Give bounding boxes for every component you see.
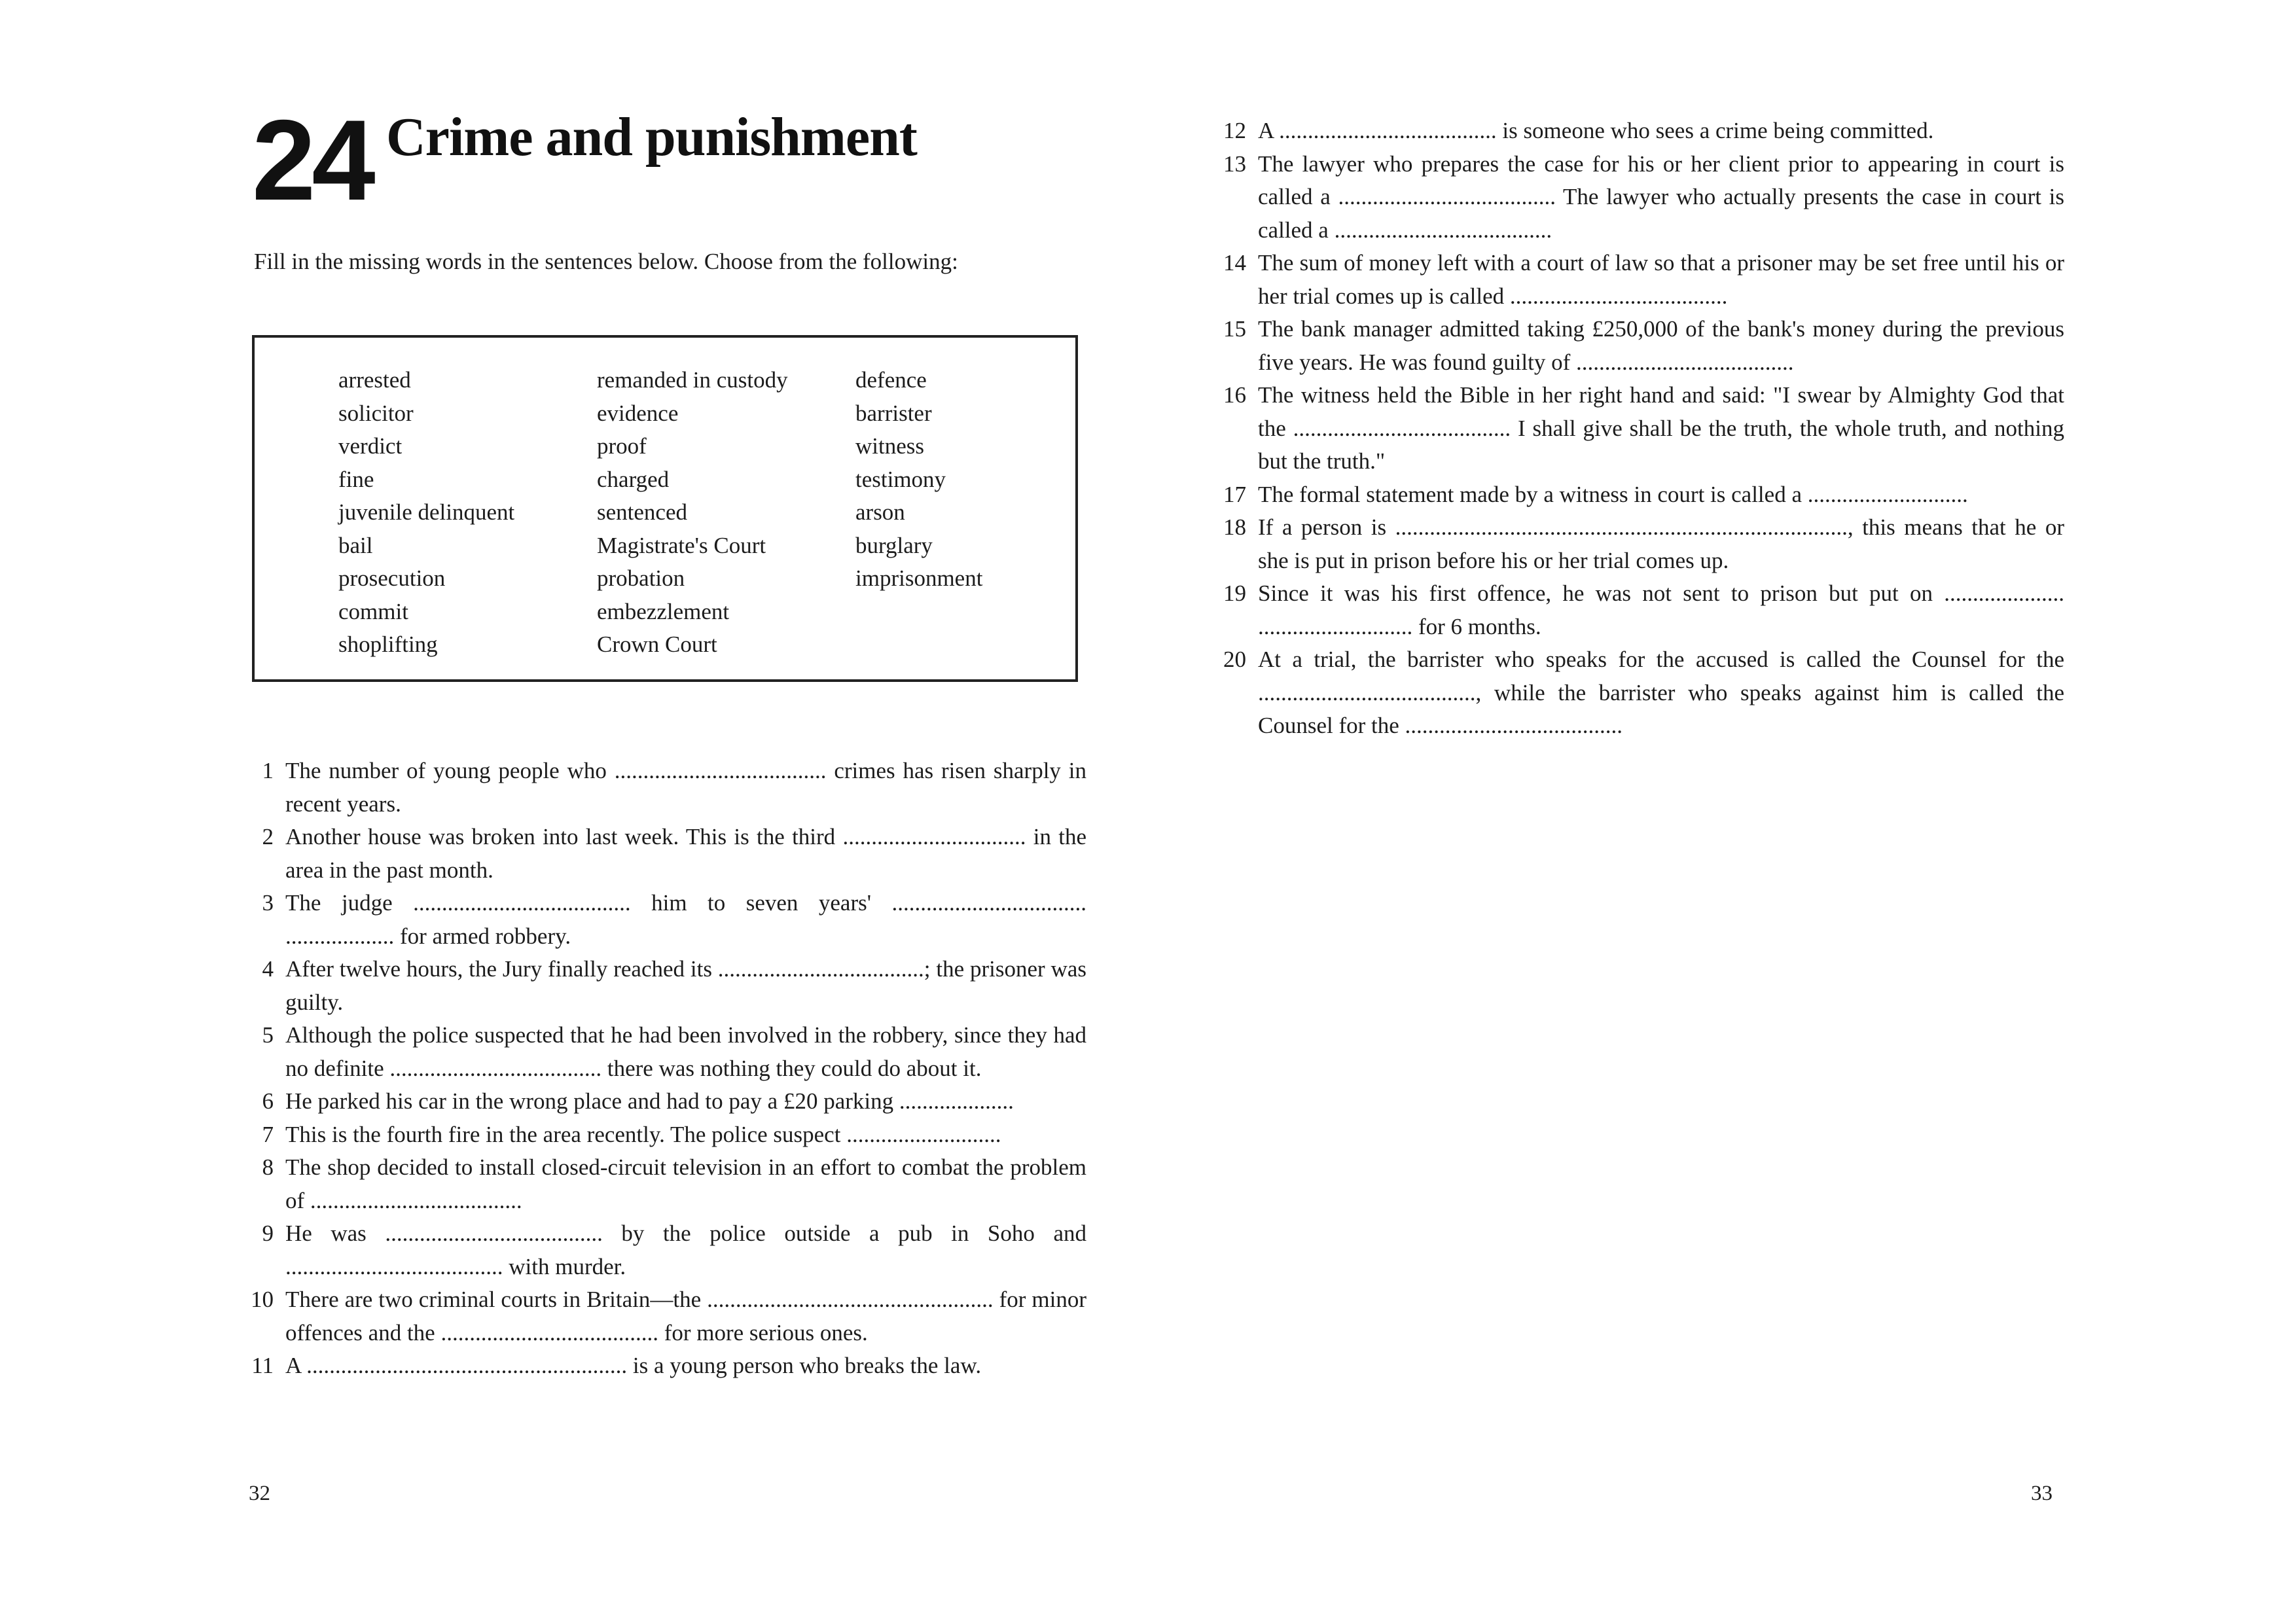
exercise-number: 18 (1223, 514, 1246, 540)
exercise-number: 14 (1223, 250, 1246, 276)
word-column-3 (855, 364, 982, 596)
exercise-item (241, 1019, 1086, 1085)
exercise-item (241, 821, 1086, 887)
exercise-number: 5 (262, 1022, 274, 1048)
word-column-2 (597, 364, 788, 662)
exercise-text: The witness held the Bible in her right hand and said: "I swear by Almighty God that the ...................................... I shall give shall be the truth, the whole truth, and nothing but the truth." (1258, 382, 2064, 474)
exercise-list-right (1213, 115, 2064, 743)
exercise-item (241, 1217, 1086, 1283)
exercise-text: He parked his car in the wrong place and had to pay a £20 parking .................... (285, 1088, 1014, 1114)
word-item: arrested (338, 367, 411, 393)
exercise-text: The number of young people who ..................................... crimes has risen sharply in recent years. (285, 758, 1086, 817)
word-item: defence (855, 367, 927, 393)
word-item: embezzlement (597, 598, 730, 624)
exercise-item (241, 887, 1086, 953)
exercise-text: The sum of money left with a court of law so that a prisoner may be set free until his or her trial comes up is called ...................................... (1258, 250, 2064, 309)
exercise-item (1213, 313, 2064, 379)
page-number-right: 33 (2031, 1482, 2053, 1505)
word-item: bail (338, 532, 373, 558)
exercise-text: Another house was broken into last week. This is the third ................................ in the area in the past month. (285, 824, 1086, 883)
exercise-number: 13 (1223, 151, 1246, 177)
word-box (252, 335, 1078, 682)
exercise-number: 12 (1223, 118, 1246, 143)
exercise-item (241, 755, 1086, 821)
exercise-number: 6 (262, 1088, 274, 1114)
exercise-text: A ...................................... is someone who sees a crime being committed. (1258, 118, 1934, 143)
chapter-title: Crime and punishment (386, 107, 917, 168)
exercise-item (1213, 643, 2064, 743)
word-item: probation (597, 565, 685, 591)
word-item: witness (855, 433, 924, 459)
exercise-item (241, 953, 1086, 1019)
exercise-item (241, 1085, 1086, 1118)
exercise-text: At a trial, the barrister who speaks for the accused is called the Counsel for the ......................................, while the barrister who speaks against him is called the Counsel for the ...................................... (1258, 647, 2064, 738)
word-item: shoplifting (338, 632, 438, 657)
exercise-item (1213, 478, 2064, 512)
word-item: verdict (338, 433, 403, 459)
exercise-number: 19 (1223, 580, 1246, 606)
word-item: fine (338, 466, 374, 492)
exercise-text: Although the police suspected that he had been involved in the robbery, since they had no definite ..................................... there was nothing they could do about it. (285, 1022, 1086, 1081)
word-item: burglary (855, 532, 933, 558)
word-item: prosecution (338, 565, 446, 591)
exercise-item (1213, 577, 2064, 643)
exercise-text: After twelve hours, the Jury finally reached its ....................................; the prisoner was guilty. (285, 956, 1086, 1015)
exercise-number: 8 (262, 1154, 274, 1180)
word-item: charged (597, 466, 670, 492)
exercise-number: 3 (262, 890, 274, 916)
word-item: Crown Court (597, 632, 717, 657)
exercise-item (1213, 511, 2064, 577)
exercise-item (241, 1118, 1086, 1152)
word-item: Magistrate's Court (597, 532, 766, 558)
exercise-text: The shop decided to install closed-circuit television in an effort to combat the problem of ..................................... (285, 1154, 1086, 1213)
exercise-text: The lawyer who prepares the case for his or her client prior to appearing in court is called a ...................................... The lawyer who actually presents the case in court is called a ...................................... (1258, 151, 2064, 243)
exercise-text: If a person is ..............................................................................., this means that he or she is put in prison before his or her trial comes up. (1258, 514, 2064, 573)
exercise-number: 7 (262, 1121, 274, 1147)
exercise-number: 20 (1223, 647, 1246, 672)
exercise-number: 11 (251, 1353, 274, 1378)
exercise-number: 2 (262, 824, 274, 849)
word-item: sentenced (597, 499, 687, 525)
word-item: commit (338, 598, 408, 624)
exercise-number: 4 (262, 956, 274, 982)
word-item: arson (855, 499, 905, 525)
exercise-item (1213, 148, 2064, 247)
exercise-text: Since it was his first offence, he was not sent to prison but put on ..................... ........................... for 6 months. (1258, 580, 2064, 639)
exercise-text: He was ...................................... by the police outside a pub in Soho and ...................................... with murder. (285, 1221, 1086, 1279)
exercise-item (241, 1151, 1086, 1217)
word-item: remanded in custody (597, 367, 788, 393)
exercise-number: 15 (1223, 316, 1246, 342)
exercise-text: A ........................................................ is a young person who breaks the law. (285, 1353, 982, 1378)
word-item: barrister (855, 400, 932, 426)
word-column-1 (338, 364, 514, 662)
word-item: evidence (597, 400, 679, 426)
word-item: testimony (855, 466, 946, 492)
exercise-text: This is the fourth fire in the area recently. The police suspect ........................... (285, 1121, 1001, 1147)
word-item: juvenile delinquent (338, 499, 515, 525)
chapter-number: 24 (252, 97, 372, 224)
exercise-text: The judge ...................................... him to seven years' .................................. ................... for armed robbery. (285, 890, 1086, 949)
exercise-text: The formal statement made by a witness in court is called a ............................ (1258, 481, 1968, 507)
exercise-item (241, 1349, 1086, 1383)
instructions: Fill in the missing words in the sentences below. Choose from the following: (254, 249, 958, 274)
exercise-item (1213, 379, 2064, 478)
right-page (1148, 0, 2296, 1623)
word-item: solicitor (338, 400, 414, 426)
exercise-text: There are two criminal courts in Britain—the .................................................. for minor offences and the ...................................... for more serious ones. (285, 1287, 1086, 1346)
exercise-number: 10 (251, 1287, 274, 1312)
word-item: imprisonment (855, 565, 983, 591)
exercise-item (1213, 247, 2064, 313)
word-item: proof (597, 433, 647, 459)
exercise-text: The bank manager admitted taking £250,000 of the bank's money during the previous five years. He was found guilty of ...................................... (1258, 316, 2064, 375)
exercise-number: 16 (1223, 382, 1246, 408)
exercise-item (241, 1283, 1086, 1349)
page-number-left: 32 (249, 1482, 270, 1505)
exercise-list-left (241, 755, 1086, 1383)
exercise-number: 1 (262, 758, 274, 783)
exercise-number: 9 (262, 1221, 274, 1246)
exercise-number: 17 (1223, 481, 1246, 507)
exercise-item (1213, 115, 2064, 148)
